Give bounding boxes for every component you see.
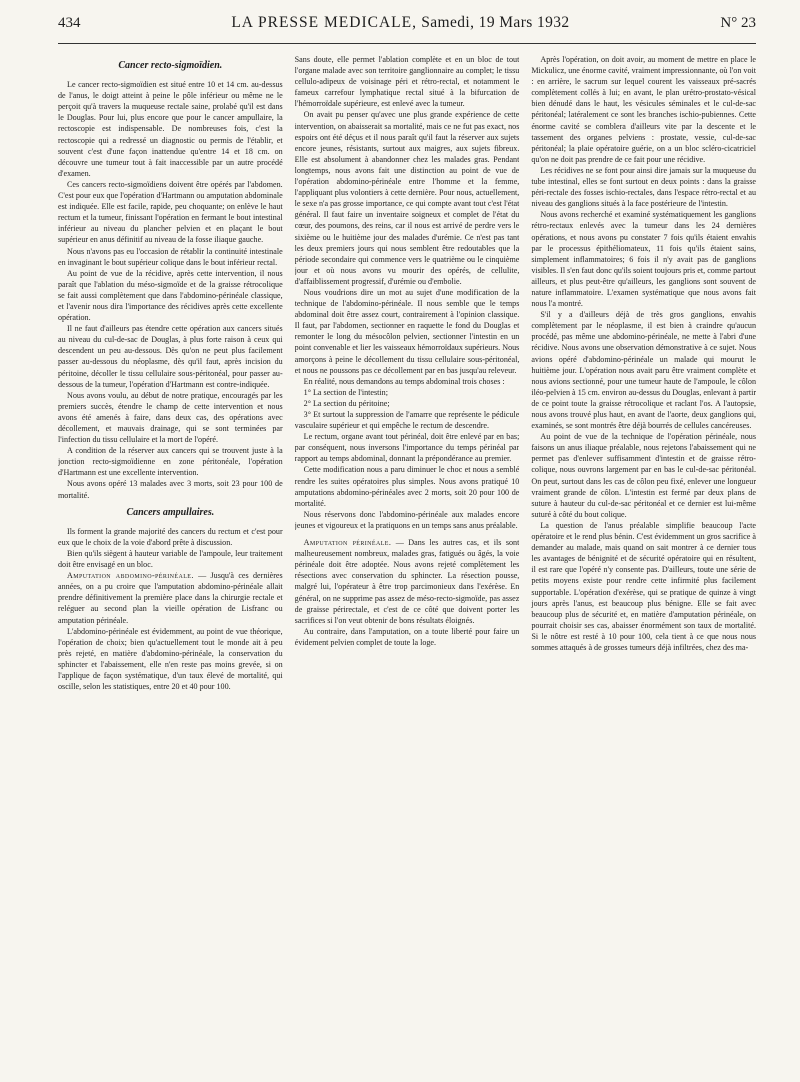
paragraph xyxy=(58,570,283,625)
page-header xyxy=(58,14,756,44)
column-1 xyxy=(58,54,283,1082)
paragraph: Il ne faut d'ailleurs pas étendre cette opération aux cancers situés au niveau du cul-de-sac de Douglas, à plus forte raison à ceux qui descendent un peu au-dessous. Dès qu'on ne peut plus facilement passer au-dessous du néoplasme, dès qu'il faut, après incision du péritoine, décoller le tissu cellulaire sous-péritonéal, pour passer au-dessous de la tumeur, l'opération d'Hartmann est contre-indiquée. xyxy=(58,324,283,389)
paragraph-text: — Dans les autres cas, et ils sont malheureusement nombreux, malades gras, fatigués ou âgés, la voie périnéale doit être adoptée. Nous avons rejeté complètement les résections avec conservation du sphincter. La résection pousse, malgré lui, l'opérateur à être trop parcimonieux dans l'exérèse. En général, on ne supprime pas assez de méso-recto-sigmoïde, pas assez de graisse périrectale, et c'est de ce côté que doivent porter les sacrifices si l'on veut obtenir de bons résultats éloignés. xyxy=(294,538,520,625)
paragraph: Les récidives ne se font pour ainsi dire jamais sur la muqueuse du tube intestinal, elles se font surtout en deux points : dans la graisse péri-rectale des fosses ischio-rectales, dans l'espace rétro-rectal et au niveau des ganglions situés à la face postérieure de l'intestin. xyxy=(531,165,757,209)
paragraph: Nous réservons donc l'abdomino-périnéale aux malades encore jeunes et vigoureux et la pratiquons en un temps sans anus préalable. xyxy=(294,509,520,530)
section-heading: Cancer recto-sigmoïdien. xyxy=(118,60,223,71)
paragraph: Le rectum, organe avant tout périnéal, doit être enlevé par en bas; par conséquent, nous inversons l'importance du temps périnéal par rapport au temps abdominal, donnant la prépondérance au premier. xyxy=(294,432,520,464)
article-columns xyxy=(58,54,756,1082)
paragraph: S'il y a d'ailleurs déjà de très gros ganglions, envahis complètement par le néoplasme, il est bien à craindre qu'aucun procédé, pas même une abdomino-périnéale, ne mette à l'abri d'une récidive. Nous avons une observation démonstrative à ce sujet. Nous avions opéré d'abdomino-périnéale un malade qui mourut le huitième jour. L'opération nous avait paru être vraiment complète et nous avions sectionné, pour une tumeur haute de l'ampoule, le côlon iléo-pelvien à 15 cm. environ au-dessus du Douglas, enlevant à partir de ce point toute la graisse rétrocolique et raclant l'os. A l'autopsie, nous avons trouvé plus haut, en avant de l'aorte, deux ganglions qui, examinés, se sont montrés être déjà bourrés de cellules cancéreuses. xyxy=(531,310,757,431)
paragraph: Nous avons opéré 13 malades avec 3 morts, soit 23 pour 100 de mortalité. xyxy=(58,479,283,500)
issue-number: N° 23 xyxy=(720,15,756,31)
list-item: 1° La section de l'intestin; xyxy=(303,387,388,397)
paragraph-text: — Jusqu'à ces dernières années, on a pu croire que l'amputation abdomino-périnéale allait prendre définitivement la première place dans la chirurgie rectale et reléguer au second plan la vieille opération de Lisfranc ou amputation périnéale. xyxy=(58,571,283,625)
paragraph: Au point de vue de la technique de l'opération périnéale, nous faisons un anus iliaque préalable, nous rejetons l'abaissement qui ne permet pas d'enlever suffisamment d'intestin et de graisse rétro-colique, nous ouvrons largement par en bas le cul-de-sac péritonéal. On peut, surtout dans les cas de côlon peu fixé, enlever une longueur vraiment grande de côlon. L'intestin est fermé par deux plans de suture à hauteur du cul-de-sac péritonéal et ce dernier est lui-même suturé à côté du bout colique. xyxy=(531,432,757,519)
paragraph: Nous voudrions dire un mot au sujet d'une modification de la technique de l'abdomino-périnéale. Il nous semble que le temps abdominal doit être assez court, contrairement à l'opinion classique. Il faut, par l'abdomen, sectionner en raquette le fond du Douglas et remonter le long du mésocôlon pelvien, sectionner l'intestin en un point convenable et lier les vaisseaux hémorroïdaux supérieurs. Nous amorçons à peine le décollement du tissu cellulaire sous-péritonéal, et nous ne poussons pas ce décollement par en bas jusqu'au releveur. xyxy=(294,287,520,375)
paragraph: Sans doute, elle permet l'ablation complète et en un bloc de tout l'organe malade avec son territoire ganglionnaire au complet; le tissu cellulo-adipeux de voisinage péri et rétro-rectal, et notamment le fameux carrefour lymphatique rectal situé à la bifurcation de l'hémorroïdale supérieure, est enlevé avec la tumeur. xyxy=(294,55,520,109)
run-in-heading: Amputation abdomino-périnéale. xyxy=(67,571,194,581)
paragraph: Au point de vue de la récidive, après cette intervention, il nous paraît que l'ablation du méso-sigmoïde et de la graisse rétrocolique se fait aussi complètement que dans l'abdomino-périnéale classique, et l'avenir nous dira l'importance des récidives après cette excellente opération. xyxy=(58,268,283,323)
column-3 xyxy=(531,54,756,1082)
paragraph: A condition de la réserver aux cancers qui se trouvent juste à la jonction recto-sigmoïdienne en zone péritonéale, l'opération d'Hartmann est une excellente intervention. xyxy=(58,446,283,478)
page-number: 434 xyxy=(58,15,81,31)
column-2 xyxy=(295,54,520,1082)
list-item: 2° La section du péritoine; xyxy=(303,398,390,408)
paragraph: En réalité, nous demandons au temps abdominal trois choses : xyxy=(303,376,505,386)
paragraph: La question de l'anus préalable simplifie beaucoup l'acte opératoire et le rend plus bénin. C'est évidemment un gros sacrifice à demander au malade, mais quand on sait montrer à ce dernier tous les avantages de bénignité et de sécurité opératoire qui en résultent, il est rare que l'opéré n'y consente pas. D'ailleurs, toute une série de petits moyens existe pour rendre cette infirmité plus facilement supportable. L'opération d'exérèse, qui se pratique de quinze à vingt jours après l'anus, est beaucoup plus bénigne. Elle se fait avec beaucoup plus de sécurité et, en matière d'amputation périnéale, on pourrait choisir ses cas, abaisser énormément son taux de mortalité. Si le nôtre est resté à 10 pour 100, cela tient à ce que nous nous sommes attaqués à de grosses tumeurs déjà infiltrées, chez des ma- xyxy=(531,520,757,652)
paragraph: On avait pu penser qu'avec une plus grande expérience de cette intervention, on abaisserait sa mortalité, mais ce ne fut pas exact, nos espoirs ont été déçus et il nous paraît qu'il faut la réserver aux sujets encore jeunes, résistants, surtout aux maigres, aux sujets fibreux. Elle est absolument à abandonner chez les malades gras. Pendant longtemps, nous avons fait une distinction au point de vue de l'opération abdomino-périnéale entre l'homme et la femme, l'appliquant plus volontiers à cette dernière. Pour nous, actuellement, le sexe n'a pas grosse importance, ce qui compte avant tout c'est l'état général. Il faut faire un inventaire soigneux et complet de l'état du cœur, des poumons, des reins, car il nous est arrivé de perdre vers le sixième ou le huitième jour des malades d'urémie. Ce n'est pas tant les deux premiers jours qui nous semblent être redoutables que la période secondaire qui commence vers le quatrième ou le cinquième jour et où nous avons vu mourir des opérés, de cellulite, d'affaiblissement progressif, d'urémie ou d'embolie. xyxy=(294,110,520,286)
paragraph: Au contraire, dans l'amputation, on a toute liberté pour faire un évidement pelvien complet de toute la loge. xyxy=(294,626,520,647)
paragraph: Nous avons recherché et examiné systématiquement les ganglions rétro-rectaux enlevés avec la tumeur dans les 24 dernières opérations, et nous avons pu constater 7 fois qu'ils étaient envahis par le processus épithéliomateux, 11 fois qu'ils étaient sains, simplement inflammatoires; 6 fois il n'y avait pas de ganglions visibles. Il s'en faut donc qu'ils soient toujours pris et, comme partout ailleurs, et plus peut-être qu'ailleurs, les ganglions sont souvent de nature inflammatoire. L'examen systématique que nous avons fait nous l'a montré. xyxy=(531,210,757,309)
paragraph: Ils forment la grande majorité des cancers du rectum et c'est pour eux que le choix de la voie d'abord prête à discussion. xyxy=(58,526,283,547)
paragraph: Cette modification nous a paru diminuer le choc et nous a semblé rendre les suites opératoires plus simples. Nous avons pratiqué 10 amputations abdomino-périnéales avec 2 morts, soit 20 pour 100 de mortalité. xyxy=(294,465,520,508)
section-heading: Cancers ampullaires. xyxy=(126,506,215,518)
masthead xyxy=(231,14,569,32)
issue-date: Samedi, 19 Mars 1932 xyxy=(421,14,570,31)
paragraph: Bien qu'ils siègent à hauteur variable de l'ampoule, leur traitement doit être envisagé en un bloc. xyxy=(58,548,283,570)
run-in-heading: Amputation périnéale. xyxy=(303,538,392,548)
paragraph xyxy=(295,537,520,626)
paragraph: Nous avons voulu, au début de notre pratique, encouragés par les premiers succès, étendre le champ de cette intervention et nous avons été amenés à faire, dans deux cas, des opérations avec décollement, et mauvais drainage, qui se sont terminées par l'infection du tissu cellulaire et la mort de l'opéré. xyxy=(58,390,283,445)
paragraph: L'abdomino-périnéale est évidemment, au point de vue théorique, l'opération de choix; bien qu'actuellement tout le monde ait à peu près rejeté, en matière d'abdomino-périnéale, la conservation du sphincter et l'abaissement, elle n'en reste pas moins grevée, si on l'applique de façon systématique, d'un taux élevé de mortalité, qui oscille, selon les statistiques, entre 20 et 40 pour 100. xyxy=(58,626,283,692)
paragraph: Nous n'avons pas eu l'occasion de rétablir la continuité intestinale en invaginant le bout supérieur colique dans le bout inférieur rectal. xyxy=(58,246,283,267)
list-item: 3° Et surtout la suppression de l'amarre que représente le pédicule vasculaire supérieur et qui empêche le rectum de descendre. xyxy=(294,410,520,431)
paragraph: Après l'opération, on doit avoir, au moment de mettre en place le Mickulicz, une énorme cavité, vraiment impressionnante, où l'on voit : en arrière, le sacrum sur lequel courent les vaisseaux pré-sacrés complètement collés à lui; en avant, le plan urétro-prostato-vésical bien dénudé dans le haut, les vésicules séminales et le cul-de-sac péritonéal; latéralement ce sont les branches ischio-pubiennes. Cette énorme cavité se comblera d'ailleurs vite par la descente et le tassement des organes pelviens : prostate, vessie, cul-de-sac péritonéal; la plaie opératoire guérie, on a un bloc scléro-cicatriciel qu'on ne doit pas prendre de ce fait pour une récidive. xyxy=(531,55,757,164)
paragraph: Ces cancers recto-sigmoïdiens doivent être opérés par l'abdomen. C'est pour eux que l'opération d'Hartmann ou amputation abdominale est indiquée. Elle est facile, rapide, peu choquante; on enlève le haut rectum et la tumeur, finissant l'opération en fermant le bout intestinal inférieur au niveau du plancher pelvien et en plaçant le bout supérieur en anus définitif au niveau de la fosse iliaque gauche. xyxy=(58,179,283,245)
journal-title: LA PRESSE MEDICALE, xyxy=(231,14,417,31)
paragraph: Le cancer recto-sigmoïdien est situé entre 10 et 14 cm. au-dessus de l'anus, le doigt atteint à peine le pôle inférieur ou même ne le perçoit qu'à travers la muqueuse rectale saine, prolabé qu'il est dans le Douglas. Pour lui, plus encore que pour le cancer ampullaire, la rectoscopie est indispensable. De nombreuses fois, c'est la rectoscopie qui a redressé un diagnostic ou permis de l'établir, et souvent c'est d'une façon inattendue qu'entre 14 et 18 cm. on découvre une tumeur tout à fait inaccessible par un autre procédé d'examen. xyxy=(58,80,283,178)
